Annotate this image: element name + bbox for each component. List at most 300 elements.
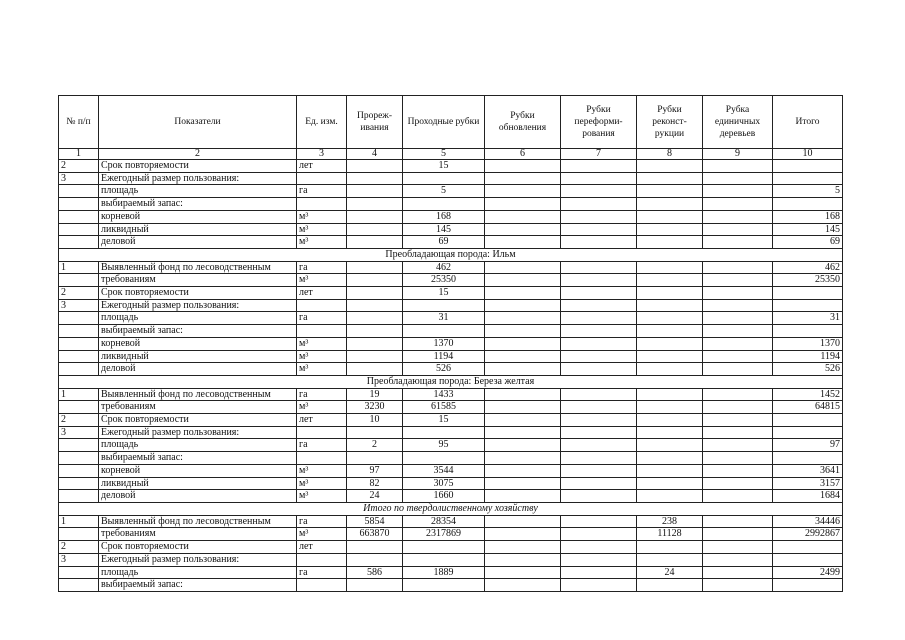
column-number: 4	[347, 149, 403, 160]
value-cell	[703, 160, 773, 173]
table-row	[59, 236, 843, 249]
value-cell	[773, 541, 843, 554]
table-row	[59, 515, 843, 528]
value-cell	[347, 553, 403, 566]
row-number-cell: 1	[59, 261, 99, 274]
value-cell	[703, 337, 773, 350]
value-cell	[703, 363, 773, 376]
value-cell: 97	[347, 464, 403, 477]
value-cell	[485, 490, 561, 503]
value-cell: 69	[773, 236, 843, 249]
value-cell: 2992867	[773, 528, 843, 541]
value-cell: 15	[403, 160, 485, 173]
indicator-cell: Срок повторяемости	[99, 414, 297, 427]
header-cell: Рубки реконст-рукции	[637, 96, 703, 149]
value-cell	[637, 160, 703, 173]
indicator-cell: корневой	[99, 464, 297, 477]
row-number-cell: 2	[59, 414, 99, 427]
value-cell	[773, 172, 843, 185]
value-cell	[773, 414, 843, 427]
value-cell	[637, 185, 703, 198]
value-cell	[637, 363, 703, 376]
section-title: Преобладающая порода: Береза желтая	[59, 375, 843, 388]
column-number: 8	[637, 149, 703, 160]
column-number: 6	[485, 149, 561, 160]
unit-cell: м³	[297, 236, 347, 249]
value-cell	[485, 299, 561, 312]
unit-cell	[297, 325, 347, 338]
unit-cell: лет	[297, 287, 347, 300]
value-cell	[561, 299, 637, 312]
value-cell	[561, 553, 637, 566]
indicator-cell: выбираемый запас:	[99, 198, 297, 211]
unit-cell	[297, 198, 347, 211]
value-cell	[403, 299, 485, 312]
header-cell: Показатели	[99, 96, 297, 149]
value-cell	[485, 236, 561, 249]
table-row	[59, 363, 843, 376]
unit-cell	[297, 553, 347, 566]
value-cell: 24	[637, 566, 703, 579]
indicator-cell: площадь	[99, 566, 297, 579]
value-cell	[561, 287, 637, 300]
value-cell	[485, 325, 561, 338]
value-cell	[561, 363, 637, 376]
table-row	[59, 528, 843, 541]
indicator-cell: корневой	[99, 210, 297, 223]
value-cell: 31	[403, 312, 485, 325]
value-cell	[637, 299, 703, 312]
table-row	[59, 350, 843, 363]
value-cell	[561, 388, 637, 401]
row-number-cell	[59, 566, 99, 579]
value-cell	[485, 515, 561, 528]
value-cell	[703, 566, 773, 579]
value-cell: 2317869	[403, 528, 485, 541]
unit-cell: м³	[297, 528, 347, 541]
value-cell	[561, 426, 637, 439]
value-cell	[347, 426, 403, 439]
value-cell	[485, 388, 561, 401]
value-cell	[703, 312, 773, 325]
value-cell	[703, 299, 773, 312]
value-cell	[703, 287, 773, 300]
value-cell	[403, 452, 485, 465]
value-cell	[637, 579, 703, 592]
value-cell	[485, 287, 561, 300]
value-cell	[485, 439, 561, 452]
column-number: 2	[99, 149, 297, 160]
column-number: 1	[59, 149, 99, 160]
value-cell	[637, 350, 703, 363]
row-number-cell	[59, 210, 99, 223]
value-cell	[637, 261, 703, 274]
unit-cell: м³	[297, 464, 347, 477]
value-cell	[561, 210, 637, 223]
table-row	[59, 223, 843, 236]
value-cell: 526	[403, 363, 485, 376]
value-cell	[637, 426, 703, 439]
value-cell	[561, 223, 637, 236]
unit-cell: м³	[297, 401, 347, 414]
value-cell	[347, 363, 403, 376]
row-number-cell: 1	[59, 388, 99, 401]
value-cell	[485, 414, 561, 427]
value-cell	[637, 464, 703, 477]
value-cell	[703, 528, 773, 541]
value-cell	[703, 541, 773, 554]
value-cell: 3544	[403, 464, 485, 477]
value-cell	[485, 261, 561, 274]
table-row	[59, 439, 843, 452]
header-cell: Рубки переформи-рования	[561, 96, 637, 149]
value-cell: 1370	[403, 337, 485, 350]
indicator-cell: площадь	[99, 439, 297, 452]
unit-cell: га	[297, 388, 347, 401]
value-cell: 1889	[403, 566, 485, 579]
value-cell: 586	[347, 566, 403, 579]
value-cell	[773, 299, 843, 312]
table-row	[59, 185, 843, 198]
column-number: 7	[561, 149, 637, 160]
row-number-cell	[59, 401, 99, 414]
value-cell	[703, 172, 773, 185]
value-cell	[637, 312, 703, 325]
value-cell	[637, 452, 703, 465]
row-number-cell	[59, 223, 99, 236]
value-cell	[703, 439, 773, 452]
value-cell: 1684	[773, 490, 843, 503]
value-cell	[703, 210, 773, 223]
value-cell	[403, 553, 485, 566]
table-row	[59, 274, 843, 287]
unit-cell	[297, 452, 347, 465]
value-cell	[485, 185, 561, 198]
value-cell: 61585	[403, 401, 485, 414]
header-row	[59, 96, 843, 149]
row-number-cell	[59, 528, 99, 541]
value-cell: 28354	[403, 515, 485, 528]
unit-cell: га	[297, 261, 347, 274]
column-number: 10	[773, 149, 843, 160]
value-cell	[485, 363, 561, 376]
value-cell	[485, 477, 561, 490]
indicator-cell: площадь	[99, 185, 297, 198]
value-cell: 25350	[773, 274, 843, 287]
value-cell: 145	[773, 223, 843, 236]
value-cell: 145	[403, 223, 485, 236]
value-cell	[703, 325, 773, 338]
value-cell	[347, 210, 403, 223]
indicator-cell: площадь	[99, 312, 297, 325]
value-cell	[773, 452, 843, 465]
indicator-cell: Ежегодный размер пользования:	[99, 172, 297, 185]
unit-cell: м³	[297, 350, 347, 363]
column-number-row	[59, 149, 843, 160]
value-cell	[403, 579, 485, 592]
indicator-cell: ликвидный	[99, 223, 297, 236]
value-cell	[703, 464, 773, 477]
value-cell: 1433	[403, 388, 485, 401]
row-number-cell	[59, 464, 99, 477]
value-cell	[703, 477, 773, 490]
value-cell	[485, 337, 561, 350]
value-cell	[485, 579, 561, 592]
row-number-cell	[59, 363, 99, 376]
value-cell: 1452	[773, 388, 843, 401]
unit-cell: м³	[297, 223, 347, 236]
section-row	[59, 375, 843, 388]
section-title: Итого по твердолиственному хозяйству	[59, 502, 843, 515]
table-row	[59, 299, 843, 312]
value-cell	[561, 350, 637, 363]
unit-cell: м³	[297, 477, 347, 490]
table-row	[59, 287, 843, 300]
value-cell	[347, 198, 403, 211]
value-cell	[637, 223, 703, 236]
value-cell	[561, 566, 637, 579]
value-cell	[703, 452, 773, 465]
value-cell	[561, 198, 637, 211]
value-cell	[637, 337, 703, 350]
value-cell	[347, 579, 403, 592]
value-cell	[561, 515, 637, 528]
value-cell: 5854	[347, 515, 403, 528]
value-cell	[403, 172, 485, 185]
table-row	[59, 210, 843, 223]
value-cell	[347, 541, 403, 554]
row-number-cell	[59, 274, 99, 287]
row-number-cell	[59, 325, 99, 338]
row-number-cell: 3	[59, 553, 99, 566]
row-number-cell	[59, 185, 99, 198]
value-cell	[703, 414, 773, 427]
unit-cell: м³	[297, 274, 347, 287]
value-cell	[773, 160, 843, 173]
table-row	[59, 312, 843, 325]
table-row	[59, 579, 843, 592]
indicator-cell: выбираемый запас:	[99, 452, 297, 465]
indicator-cell: Выявленный фонд по лесоводственным	[99, 515, 297, 528]
value-cell	[485, 541, 561, 554]
value-cell	[347, 452, 403, 465]
value-cell	[773, 287, 843, 300]
value-cell: 31	[773, 312, 843, 325]
unit-cell: м³	[297, 210, 347, 223]
value-cell	[637, 401, 703, 414]
indicator-cell: Ежегодный размер пользования:	[99, 553, 297, 566]
value-cell: 238	[637, 515, 703, 528]
value-cell	[703, 388, 773, 401]
header-cell: Рубка единичных деревьев	[703, 96, 773, 149]
value-cell	[637, 172, 703, 185]
header-cell: Ед. изм.	[297, 96, 347, 149]
table-row	[59, 464, 843, 477]
value-cell: 1370	[773, 337, 843, 350]
value-cell	[347, 274, 403, 287]
value-cell	[347, 287, 403, 300]
indicator-cell: Ежегодный размер пользования:	[99, 426, 297, 439]
row-number-cell	[59, 337, 99, 350]
value-cell: 3230	[347, 401, 403, 414]
value-cell: 69	[403, 236, 485, 249]
row-number-cell: 3	[59, 172, 99, 185]
value-cell: 34446	[773, 515, 843, 528]
value-cell	[703, 553, 773, 566]
indicator-cell: деловой	[99, 363, 297, 376]
row-number-cell: 2	[59, 287, 99, 300]
table-row	[59, 337, 843, 350]
value-cell: 25350	[403, 274, 485, 287]
unit-cell	[297, 172, 347, 185]
value-cell	[347, 223, 403, 236]
value-cell: 526	[773, 363, 843, 376]
value-cell: 97	[773, 439, 843, 452]
value-cell	[485, 210, 561, 223]
row-number-cell: 3	[59, 299, 99, 312]
value-cell	[485, 274, 561, 287]
table-row	[59, 414, 843, 427]
unit-cell	[297, 579, 347, 592]
unit-cell: лет	[297, 160, 347, 173]
row-number-cell	[59, 236, 99, 249]
value-cell	[773, 325, 843, 338]
indicator-cell: Выявленный фонд по лесоводственным	[99, 388, 297, 401]
row-number-cell	[59, 477, 99, 490]
value-cell	[637, 553, 703, 566]
value-cell	[561, 312, 637, 325]
section-row	[59, 248, 843, 261]
table-body	[59, 149, 843, 592]
value-cell	[561, 160, 637, 173]
row-number-cell	[59, 350, 99, 363]
row-number-cell	[59, 452, 99, 465]
header-cell: № п/п	[59, 96, 99, 149]
value-cell	[703, 350, 773, 363]
value-cell	[403, 426, 485, 439]
indicator-cell: выбираемый запас:	[99, 325, 297, 338]
section-row	[59, 502, 843, 515]
value-cell	[485, 350, 561, 363]
table-row	[59, 325, 843, 338]
value-cell	[485, 426, 561, 439]
value-cell	[703, 490, 773, 503]
row-number-cell: 1	[59, 515, 99, 528]
column-number: 3	[297, 149, 347, 160]
value-cell: 1660	[403, 490, 485, 503]
row-number-cell: 2	[59, 541, 99, 554]
value-cell	[561, 401, 637, 414]
value-cell: 1194	[403, 350, 485, 363]
value-cell	[403, 198, 485, 211]
value-cell	[561, 477, 637, 490]
indicator-cell: требованиям	[99, 274, 297, 287]
unit-cell	[297, 426, 347, 439]
indicator-cell: требованиям	[99, 401, 297, 414]
value-cell	[485, 452, 561, 465]
value-cell: 24	[347, 490, 403, 503]
value-cell	[637, 274, 703, 287]
value-cell	[485, 553, 561, 566]
table-row	[59, 401, 843, 414]
value-cell	[637, 490, 703, 503]
value-cell: 15	[403, 414, 485, 427]
unit-cell: га	[297, 439, 347, 452]
value-cell	[347, 312, 403, 325]
table-row	[59, 172, 843, 185]
value-cell	[703, 198, 773, 211]
value-cell	[561, 528, 637, 541]
row-number-cell: 2	[59, 160, 99, 173]
value-cell	[703, 261, 773, 274]
value-cell: 1194	[773, 350, 843, 363]
unit-cell: лет	[297, 541, 347, 554]
value-cell	[347, 185, 403, 198]
value-cell	[637, 210, 703, 223]
table-row	[59, 477, 843, 490]
value-cell	[561, 464, 637, 477]
value-cell: 3157	[773, 477, 843, 490]
unit-cell	[297, 299, 347, 312]
value-cell: 15	[403, 287, 485, 300]
table-row	[59, 261, 843, 274]
unit-cell: га	[297, 312, 347, 325]
header-cell: Рубки обновления	[485, 96, 561, 149]
indicator-cell: Ежегодный размер пользования:	[99, 299, 297, 312]
value-cell	[561, 439, 637, 452]
forest-use-table	[58, 95, 843, 592]
value-cell	[403, 541, 485, 554]
value-cell: 64815	[773, 401, 843, 414]
indicator-cell: Выявленный фонд по лесоводственным	[99, 261, 297, 274]
value-cell: 168	[773, 210, 843, 223]
row-number-cell	[59, 490, 99, 503]
value-cell	[773, 426, 843, 439]
table-row	[59, 452, 843, 465]
value-cell	[773, 579, 843, 592]
value-cell	[637, 414, 703, 427]
value-cell: 19	[347, 388, 403, 401]
value-cell: 663870	[347, 528, 403, 541]
value-cell	[485, 160, 561, 173]
table-row	[59, 553, 843, 566]
value-cell	[485, 528, 561, 541]
value-cell	[637, 198, 703, 211]
value-cell: 3641	[773, 464, 843, 477]
value-cell	[773, 553, 843, 566]
table-row	[59, 490, 843, 503]
indicator-cell: Срок повторяемости	[99, 160, 297, 173]
value-cell	[485, 223, 561, 236]
row-number-cell: 3	[59, 426, 99, 439]
value-cell	[403, 325, 485, 338]
indicator-cell: ликвидный	[99, 350, 297, 363]
value-cell	[485, 172, 561, 185]
value-cell	[703, 223, 773, 236]
indicator-cell: требованиям	[99, 528, 297, 541]
value-cell: 168	[403, 210, 485, 223]
value-cell	[347, 337, 403, 350]
column-number: 9	[703, 149, 773, 160]
column-number: 5	[403, 149, 485, 160]
value-cell	[561, 185, 637, 198]
value-cell	[637, 287, 703, 300]
value-cell	[637, 439, 703, 452]
value-cell	[561, 236, 637, 249]
value-cell	[485, 464, 561, 477]
value-cell	[561, 452, 637, 465]
section-title: Преобладающая порода: Ильм	[59, 248, 843, 261]
